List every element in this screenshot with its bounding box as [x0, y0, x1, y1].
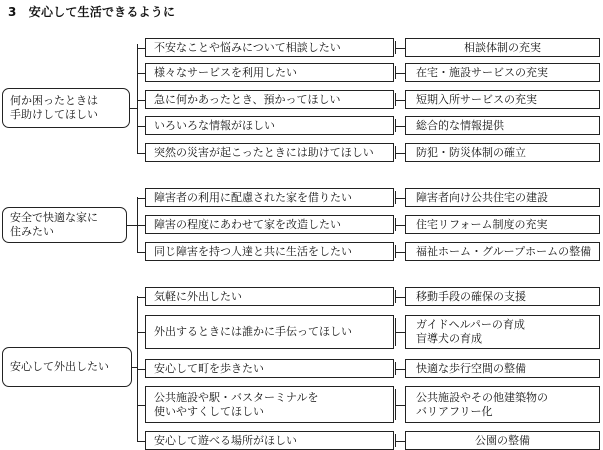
link-line	[395, 332, 405, 333]
need-box: 様々なサービスを利用したい	[145, 63, 394, 82]
need-box: 障害者の利用に配慮された家を借りたい	[145, 188, 394, 207]
need-box: 公共施設や駅・バスターミナルを 使いやすくしてほしい	[145, 386, 394, 423]
need-box: 障害の程度にあわせて家を改造したい	[145, 215, 394, 234]
need-box: 安心して遊べる場所がほしい	[145, 431, 394, 450]
branch-line	[137, 48, 145, 49]
service-box: 短期入所サービスの充実	[405, 90, 600, 109]
branch-line	[137, 252, 145, 253]
need-box: 不安なことや悩みについて相談したい	[145, 38, 394, 57]
service-box: 公共施設やその他建築物の バリアフリー化	[405, 386, 600, 423]
service-box: 相談体制の充実	[405, 38, 600, 57]
service-box: 防犯・防災体制の確立	[405, 143, 600, 162]
branch-line	[137, 198, 145, 199]
link-line	[395, 405, 405, 406]
link-line	[395, 198, 405, 199]
link-line	[395, 252, 405, 253]
branch-spine-line	[137, 44, 138, 154]
category-box: 安全で快適な家に 住みたい	[2, 207, 127, 243]
link-line	[395, 225, 405, 226]
branch-line	[137, 441, 145, 442]
service-box: 障害者向け公共住宅の建設	[405, 188, 600, 207]
link-line	[395, 100, 405, 101]
need-box: 外出するときには誰かに手伝ってほしい	[145, 315, 394, 349]
need-box: 気軽に外出したい	[145, 287, 394, 306]
branch-line	[137, 153, 145, 154]
need-box: いろいろな情報がほしい	[145, 116, 394, 135]
branch-line	[137, 100, 145, 101]
category-box: 何か困ったときは 手助けしてほしい	[2, 88, 130, 128]
link-line	[395, 297, 405, 298]
branch-line	[137, 73, 145, 74]
link-line	[395, 48, 405, 49]
branch-line	[137, 126, 145, 127]
need-box: 突然の災害が起こったときには助けてほしい	[145, 143, 394, 162]
service-box: 在宅・施設サービスの充実	[405, 63, 600, 82]
need-box: 安心して町を歩きたい	[145, 359, 394, 378]
link-line	[395, 441, 405, 442]
link-line	[395, 153, 405, 154]
need-box: 急に何かあったとき、預かってほしい	[145, 90, 394, 109]
service-box: ガイドヘルパーの育成 盲導犬の育成	[405, 315, 600, 349]
branch-line	[137, 405, 145, 406]
link-line	[395, 73, 405, 74]
service-box: 総合的な情報提供	[405, 116, 600, 135]
branch-line	[137, 369, 145, 370]
service-box: 公園の整備	[405, 431, 600, 450]
branch-line	[137, 225, 145, 226]
category-box: 安心して外出したい	[2, 347, 132, 387]
service-box: 快適な歩行空間の整備	[405, 359, 600, 378]
branch-line	[137, 332, 145, 333]
service-box: 福祉ホーム・グループホームの整備	[405, 242, 600, 261]
page-title: 3 安心して生活できるように	[8, 5, 176, 19]
link-line	[395, 126, 405, 127]
service-box: 移動手段の確保の支援	[405, 287, 600, 306]
need-box: 同じ障害を持つ人達と共に生活をしたい	[145, 242, 394, 261]
service-box: 住宅リフォーム制度の充実	[405, 215, 600, 234]
branch-line	[137, 297, 145, 298]
link-line	[395, 369, 405, 370]
